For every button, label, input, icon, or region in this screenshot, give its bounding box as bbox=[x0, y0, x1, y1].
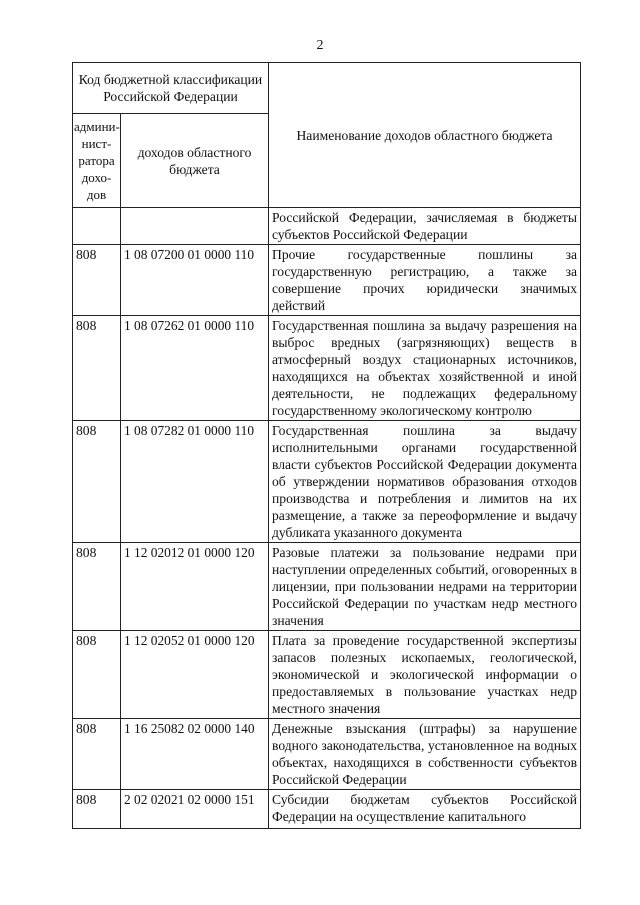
name-column-header: Наименование доходов областного бюджета bbox=[269, 63, 581, 208]
admin-code-cell: 808 bbox=[73, 631, 121, 719]
admin-code-cell: 808 bbox=[73, 421, 121, 543]
income-code-cell: 1 12 02012 01 0000 120 bbox=[121, 543, 269, 631]
income-code-cell: 2 02 02021 02 0000 151 bbox=[121, 790, 269, 829]
page-number: 2 bbox=[316, 38, 324, 53]
income-name-cell: Российской Федерации, зачисляемая в бюджеты субъектов Российской Федерации bbox=[269, 208, 581, 245]
income-code-cell: 1 08 07200 01 0000 110 bbox=[121, 245, 269, 316]
table-row bbox=[73, 421, 581, 543]
income-name-cell: Денежные взыскания (штрафы) за нарушение водного законодательства, установленное на водных объектах, находящихся в собственности субъектов Российской Федерации bbox=[269, 719, 581, 790]
income-code-cell: 1 16 25082 02 0000 140 bbox=[121, 719, 269, 790]
admin-code-cell: 808 bbox=[73, 790, 121, 829]
admin-code-cell: 808 bbox=[73, 245, 121, 316]
table-row bbox=[73, 719, 581, 790]
income-name-cell: Прочие государственные пошлины за государственную регистрацию, а также за совершение прочих юридически значимых действий bbox=[269, 245, 581, 316]
income-code-cell bbox=[121, 208, 269, 245]
table-row bbox=[73, 316, 581, 421]
table-row bbox=[73, 208, 581, 245]
table-row bbox=[73, 543, 581, 631]
income-name-cell: Государственная пошлина за выдачу исполнительными органами государственной власти субъектов Российской Федерации документа об утверждении нормативов образования отходов производства и потребления и лимитов на их размещение, а также за переоформление и выдачу дубликата указанного документа bbox=[269, 421, 581, 543]
income-code-cell: 1 08 07262 01 0000 110 bbox=[121, 316, 269, 421]
admin-code-cell: 808 bbox=[73, 543, 121, 631]
code-group-header: Код бюджетной классификации Российской Федерации bbox=[73, 63, 269, 114]
table-row bbox=[73, 631, 581, 719]
income-name-cell: Субсидии бюджетам субъектов Российской Федерации на осуществление капитального bbox=[269, 790, 581, 829]
income-name-cell: Плата за проведение государственной экспертизы запасов полезных ископаемых, геологической, экономической и экологической информации о предоставляемых в пользование участках недр местного значения bbox=[269, 631, 581, 719]
table-row bbox=[73, 245, 581, 316]
income-code-cell: 1 12 02052 01 0000 120 bbox=[121, 631, 269, 719]
income-name-cell: Разовые платежи за пользование недрами при наступлении определенных событий, оговоренных в лицензии, при пользовании недрами на территории Российской Федерации по участкам недр местного значения bbox=[269, 543, 581, 631]
table-row bbox=[73, 790, 581, 829]
admin-code-cell: 808 bbox=[73, 719, 121, 790]
income-column-header: доходов областного бюджета bbox=[121, 114, 269, 208]
header-row-top bbox=[73, 63, 581, 114]
admin-code-cell: 808 bbox=[73, 316, 121, 421]
admin-column-header: админи-нист-ратора дохо-дов bbox=[73, 114, 121, 208]
income-name-cell: Государственная пошлина за выдачу разрешения на выброс вредных (загрязняющих) веществ в атмосферный воздух стационарных источников, находящихся на объектах хозяйственной и иной деятельности, не подлежащих федеральному государственному экологическому контролю bbox=[269, 316, 581, 421]
admin-code-cell bbox=[73, 208, 121, 245]
budget-classification-table bbox=[72, 62, 581, 829]
income-code-cell: 1 08 07282 01 0000 110 bbox=[121, 421, 269, 543]
